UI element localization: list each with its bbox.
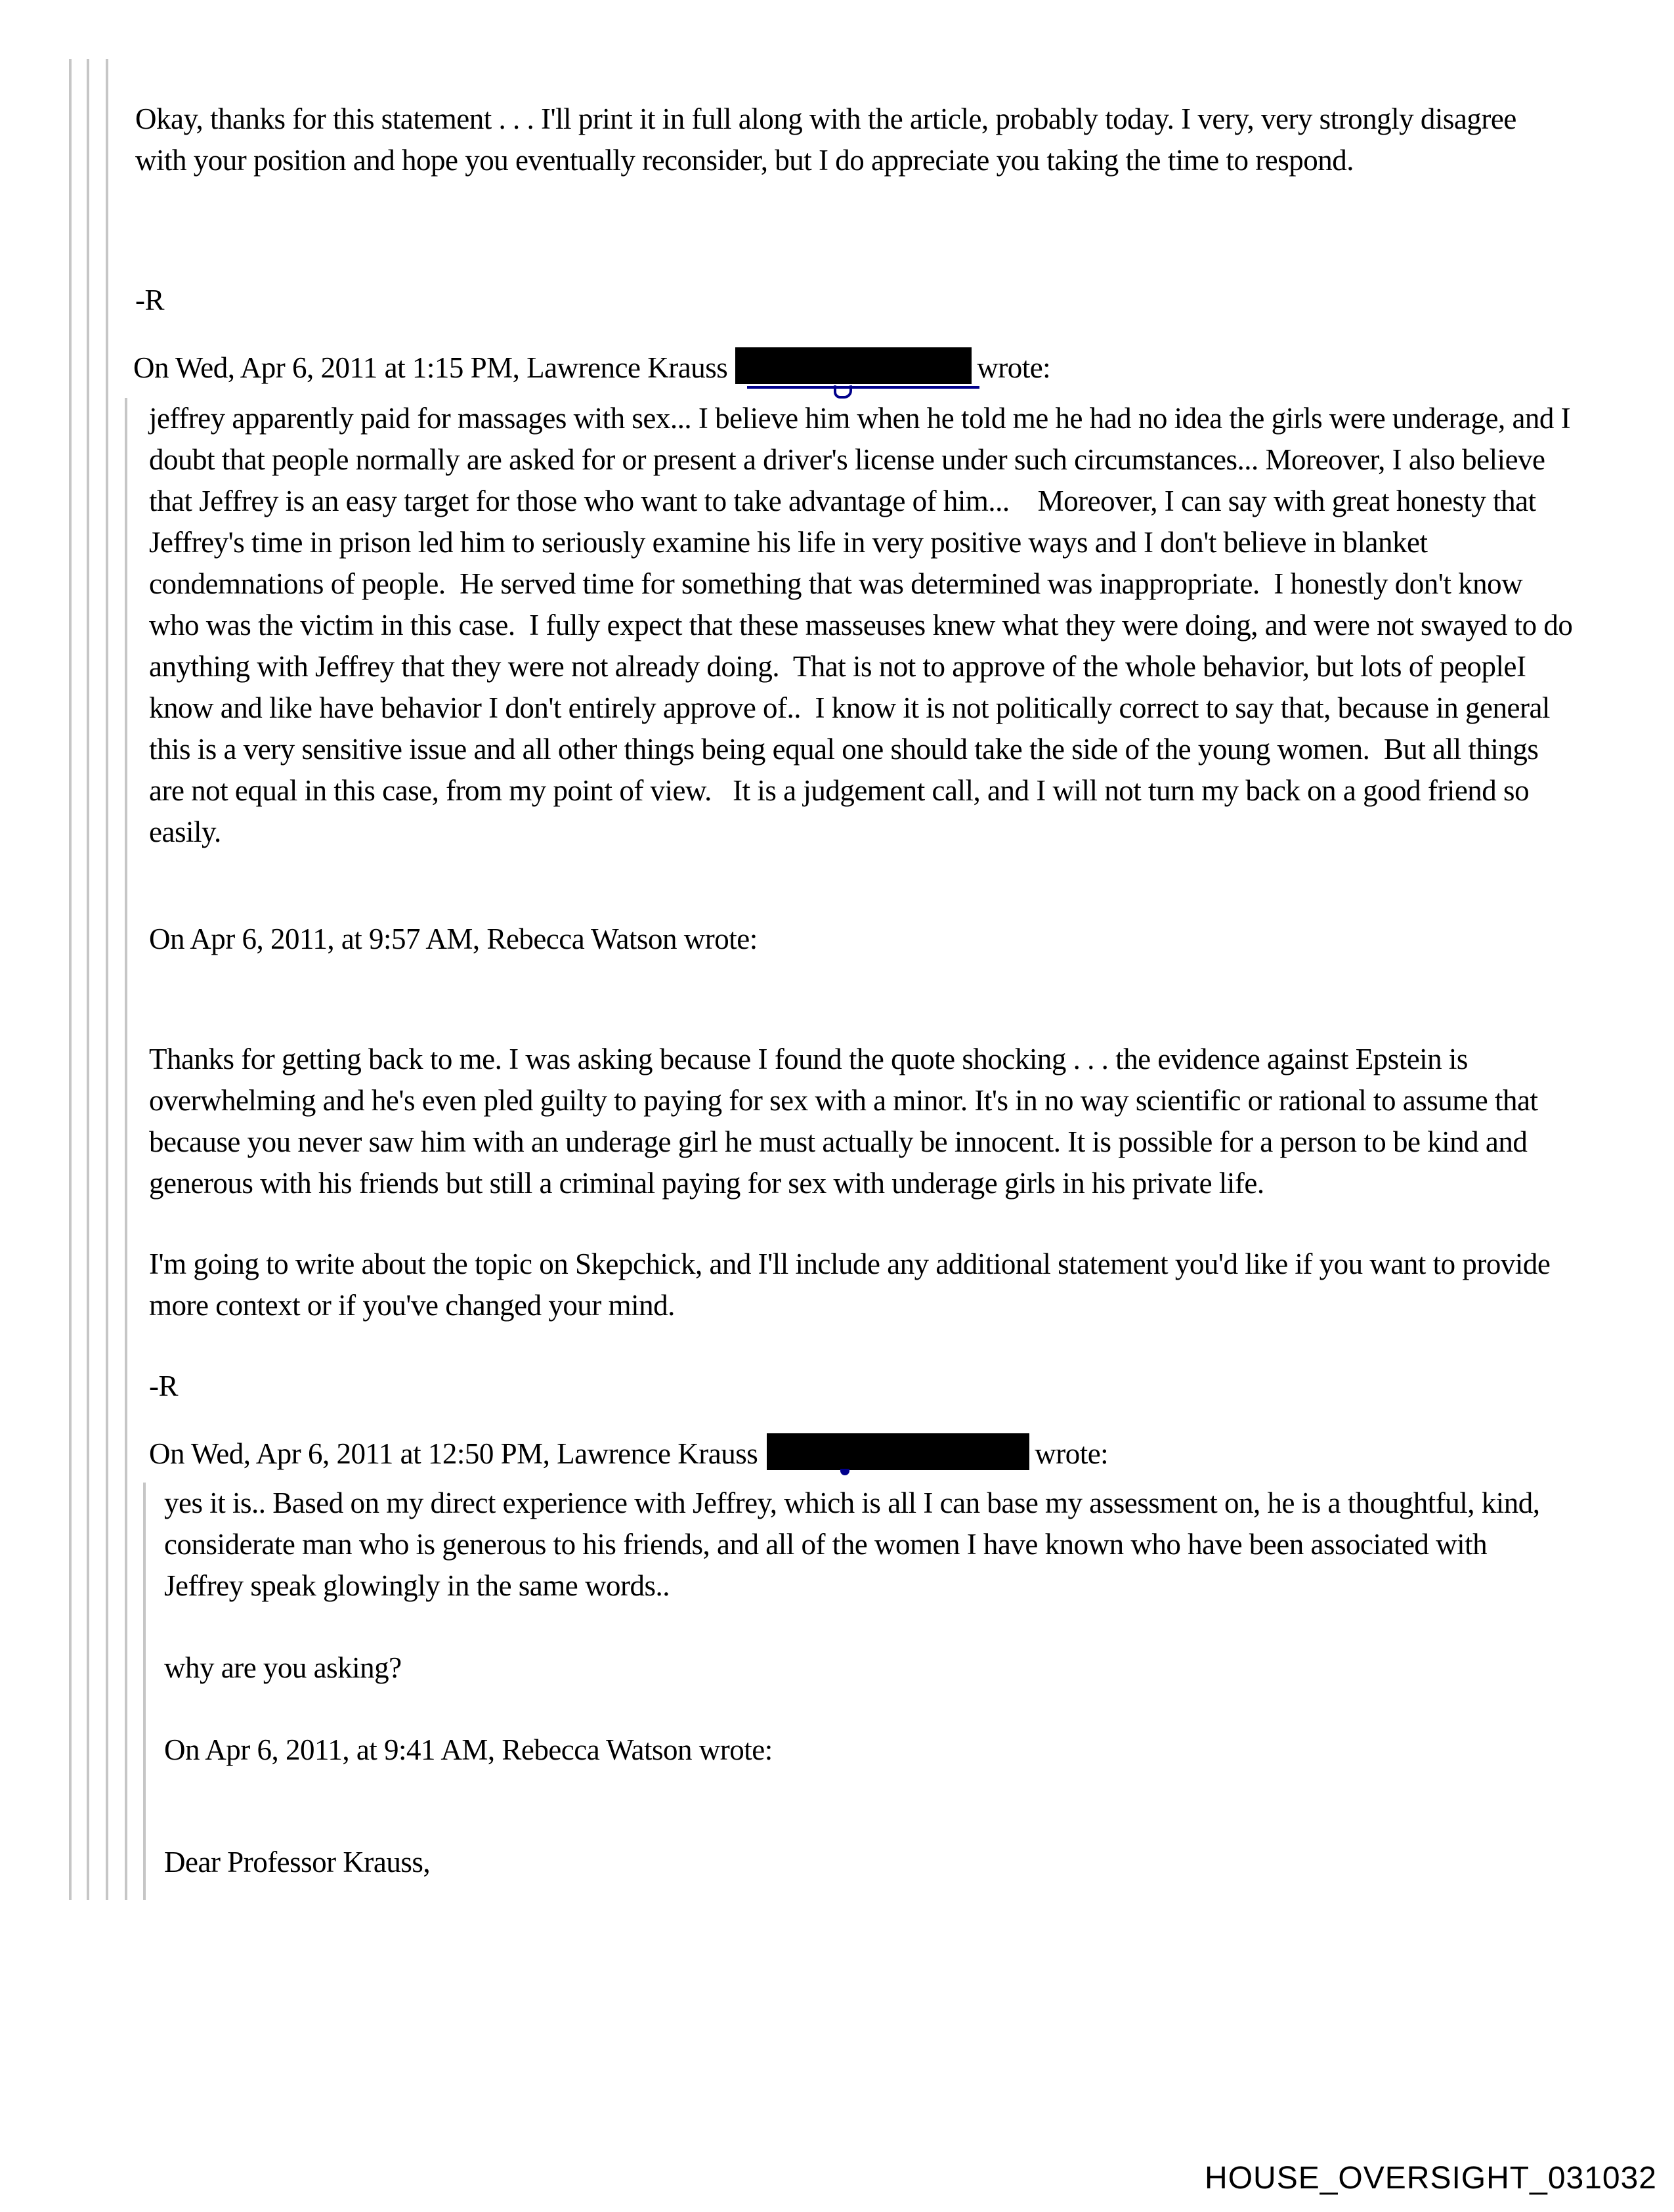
redaction-bar	[735, 347, 972, 384]
redacted-link-mark	[840, 1469, 849, 1475]
quote-header-prefix: On Wed, Apr 6, 2011 at 12:50 PM, Lawrence Krauss	[149, 1437, 758, 1470]
watson-957am-paragraph-2: I'm going to write about the topic on Skepchick, and I'll include any additional statement you'd like if you want to provide more context or if you've changed your mind.	[149, 1247, 1558, 1322]
quote-header-watson-957am: On Apr 6, 2011, at 9:57 AM, Rebecca Watson wrote:	[149, 922, 758, 955]
quote-level-3	[106, 59, 1589, 1900]
quote-level-4	[125, 398, 1589, 1900]
krauss-1250pm-body: yes it is.. Based on my direct experience with Jeffrey, which is all I can base my assessment on, he is a thoughtful, kind, considerate man who is generous to his friends, and all of the women I have known who have been associated with Jeffrey speak glowingly in the same words..	[164, 1486, 1547, 1602]
quote-level-2	[87, 59, 1589, 1900]
redaction-bar	[767, 1433, 1029, 1470]
quote-header-watson-941am: On Apr 6, 2011, at 9:41 AM, Rebecca Watson wrote:	[164, 1733, 773, 1766]
quote-level-5	[143, 1483, 1589, 1900]
quote-header-suffix: wrote:	[1035, 1437, 1109, 1470]
watson-957am-signature: -R	[149, 1370, 178, 1402]
krauss-115pm-body: jeffrey apparently paid for massages with sex... I believe him when he told me he had no idea the girls were underage, and I doubt that people normally are asked for or present a driver's license under such circumstances... Moreover, I also believe that Jeffrey is an easy target for those who want to take advantage of him... Moreover, I can say with great honesty that Jeffrey's time in prison led him to seriously examine his life in very positive ways and I don't believe in blanket condemnations of people. He served time for something that was determined was inappropriate. I honestly don't know who was the victim in this case. I fully expect that these masseuses knew what they were doing, and were not swayed to do anything with Jeffrey that they were not already doing. That is not to approve of the whole behavior, but lots of peopleI know and like have behavior I don't entirely approve of.. I know it is not politically correct to say that, because in general this is a very sensitive issue and all other things being equal one should take the side of the young women. But all things are not equal in this case, from my point of view. It is a judgement call, and I will not turn my back on a good friend so easily.	[149, 402, 1580, 848]
quote-level-1	[69, 59, 1589, 1900]
quote-header-krauss-115pm	[133, 347, 1558, 389]
watson-941am-salutation: Dear Professor Krauss,	[164, 1846, 431, 1878]
top-message-paragraph: Okay, thanks for this statement . . . I'll print it in full along with the article, probably today. I very, very strongly disagree with your position and hope you eventually reconsider, but I do appreciate you taking the time to respond.	[135, 102, 1524, 177]
top-message-signature: -R	[135, 284, 164, 316]
redacted-link-descender	[834, 385, 852, 399]
quote-header-suffix: wrote:	[977, 351, 1051, 384]
redacted-link-underline	[747, 386, 979, 389]
quote-header-krauss-1250pm	[149, 1433, 1574, 1475]
bates-number: HOUSE_OVERSIGHT_031032	[1205, 2161, 1657, 2196]
watson-957am-paragraph-1: Thanks for getting back to me. I was asking because I found the quote shocking . . . the evidence against Epstein is overwhelming and he's even pled guilty to paying for sex with a minor. It's in no way scientific or rational to assume that because you never saw him with an underage girl he must actually be innocent. It is possible for a person to be kind and generous with his friends but still a criminal paying for sex with underage girls in his private life.	[149, 1043, 1545, 1200]
quote-header-prefix: On Wed, Apr 6, 2011 at 1:15 PM, Lawrence Krauss	[133, 351, 728, 384]
krauss-1250pm-question: why are you asking?	[164, 1651, 402, 1684]
